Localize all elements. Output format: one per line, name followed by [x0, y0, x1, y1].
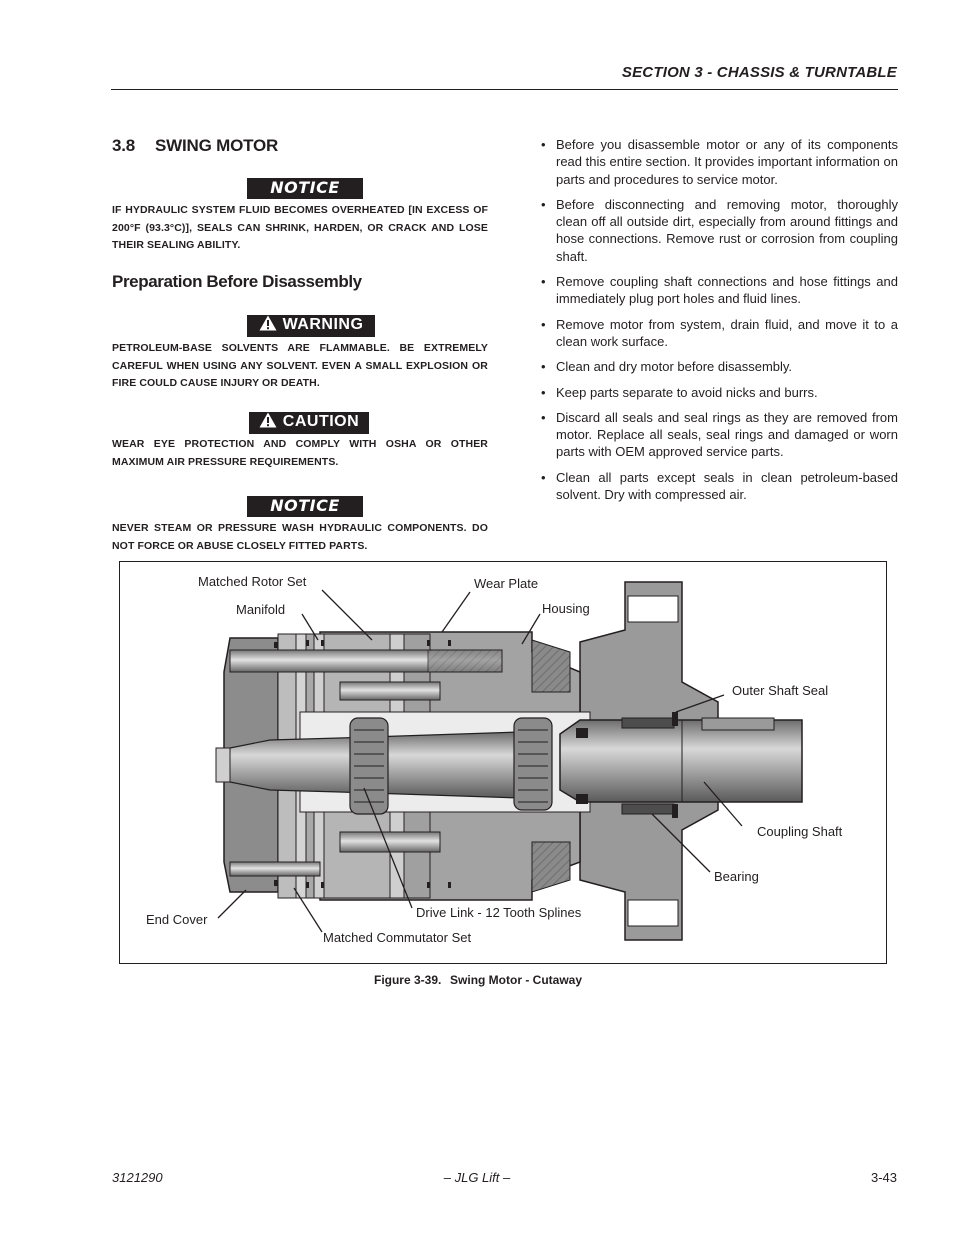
label-coupling-shaft: Coupling Shaft: [757, 824, 843, 839]
list-item: • Before you disassemble motor or any of its components read this entire section. It provides important information on parts and procedures to service motor.: [541, 137, 898, 187]
swing-motor-cutaway-illustration: [120, 562, 886, 963]
header-rule: [111, 89, 898, 90]
label-matched-commutator-set: Matched Commutator Set: [323, 930, 472, 945]
section-number: 3.8: [112, 136, 136, 155]
label-drive-link: Drive Link - 12 Tooth Splines: [416, 905, 582, 920]
figure-number: Figure 3-39.: [373, 973, 442, 987]
warning-message: PETROLEUM-BASE SOLVENTS ARE FLAMMABLE. BE EXTREMELY CAREFUL WHEN USING ANY SOLVENT. EVEN A SMALL EXPLOSION OR FIRE COULD CAUSE INJURY OR DEATH.: [112, 342, 488, 389]
coupling-shaft: [560, 718, 802, 802]
figure-title: Swing Motor - Cutaway: [450, 973, 583, 987]
label-bearing: Bearing: [714, 869, 759, 884]
notice-message-2: NEVER STEAM OR PRESSURE WASH HYDRAULIC COMPONENTS. DO NOT FORCE OR ABUSE CLOSELY FITTED PARTS.: [112, 522, 488, 552]
label-manifold: Manifold: [236, 602, 286, 617]
section-title: SWING MOTOR: [155, 136, 279, 155]
label-housing: Housing: [542, 601, 590, 616]
footer-publisher: – JLG Lift –: [443, 1170, 511, 1185]
list-item: • Remove motor from system, drain fluid, and move it to a clean work surface.: [541, 316, 898, 349]
warning-triangle-icon: [259, 315, 277, 331]
warning-label: WARNING: [282, 316, 364, 333]
list-item: • Keep parts separate to avoid nicks and burrs.: [541, 384, 818, 400]
caution-message: WEAR EYE PROTECTION AND COMPLY WITH OSHA OR OTHER MAXIMUM AIR PRESSURE REQUIREMENTS.: [112, 438, 488, 468]
swing-motor-figure: [119, 561, 887, 964]
footer-doc-number: 3121290: [112, 1170, 163, 1185]
notice-badge-2: NOTICE: [247, 496, 363, 517]
warning-badge: [247, 315, 375, 337]
label-matched-rotor-set: Matched Rotor Set: [198, 574, 307, 589]
section-heading: [112, 136, 278, 156]
footer-page-number: 3-43: [870, 1170, 897, 1185]
label-wear-plate: Wear Plate: [474, 576, 539, 591]
preparation-list: [541, 136, 898, 511]
caution-badge: [249, 412, 369, 434]
list-item: • Before disconnecting and removing motor, thoroughly clean off all outside dirt, especially from around fittings and hose connections. Remove rust or corrosion from coupling shaft.: [541, 196, 898, 264]
label-outer-shaft-seal: Outer Shaft Seal: [732, 683, 829, 698]
figure-caption: [0, 973, 954, 987]
section-header: SECTION 3 - CHASSIS & TURNTABLE: [621, 64, 897, 81]
notice-badge: NOTICE: [247, 178, 363, 199]
list-item: • Clean and dry motor before disassembly.: [541, 359, 793, 375]
list-item: • Remove coupling shaft connections and hose fittings and immediately plug port holes and fluid lines.: [541, 274, 898, 307]
list-item: • Discard all seals and seal rings as they are removed from motor. Replace all seals, seal rings and damaged or worn parts with OEM approved service parts.: [541, 409, 898, 460]
notice-message: IF HYDRAULIC SYSTEM FLUID BECOMES OVERHEATED [IN EXCESS OF 200°F (93.3°C)], SEALS CAN SHRINK, HARDEN, OR CRACK AND LOSE THEIR SEALING ABILITY.: [112, 204, 488, 251]
label-end-cover: End Cover: [146, 912, 208, 927]
subsection-heading: Preparation Before Disassembly: [112, 272, 362, 291]
caution-triangle-icon: [259, 412, 277, 428]
list-item: • Clean all parts except seals in clean petroleum-based solvent. Dry with compressed air.: [541, 469, 898, 503]
caution-label: CAUTION: [282, 413, 360, 430]
